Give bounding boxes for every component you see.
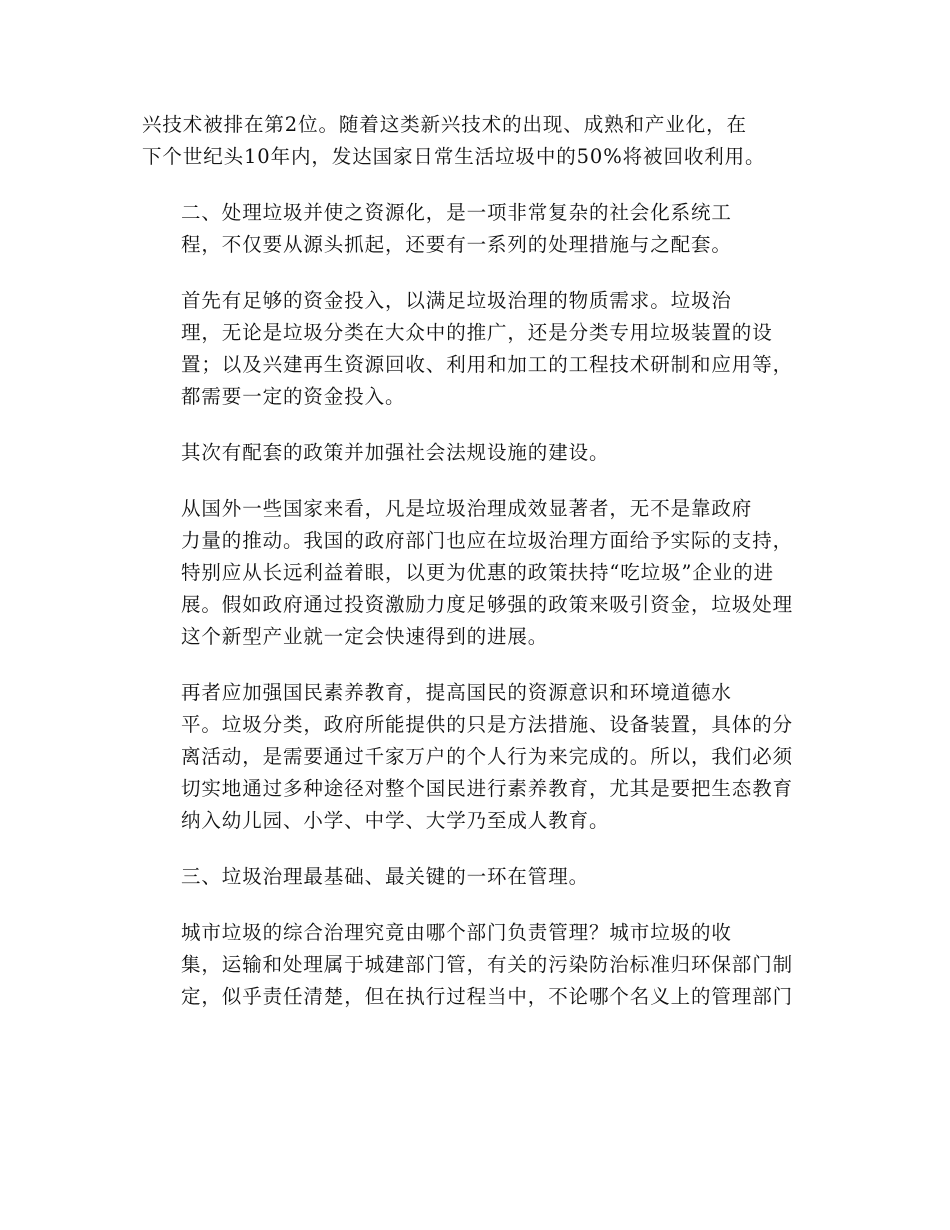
text-line: 都需要一定的资金投入。 <box>181 385 406 408</box>
text-line: 二、处理垃圾并使之资源化，是一项非常复杂的社会化系统工 <box>181 201 732 224</box>
paragraph <box>142 437 804 469</box>
text-line: 其次有配套的政策并加强社会法规设施的建设。 <box>181 441 610 464</box>
text-line: 展。假如政府通过投资激励力度足够强的政策来吸引资金，垃圾处理 <box>181 593 794 616</box>
text-line: 程，不仅要从源头抓起，还要有一系列的处理措施与之配套。 <box>181 233 732 256</box>
text-line: 置；以及兴建再生资源回收、利用和加工的工程技术研制和应用等， <box>181 353 794 376</box>
text-line: 兴技术被排在第2位。随着这类新兴技术的出现、成熟和产业化，在 <box>142 113 747 136</box>
text-line: 特别应从长远利益着眼，以更为优惠的政策扶持“吃垃圾”企业的进 <box>181 561 774 584</box>
text-line: 纳入幼儿园、小学、中学、大学乃至成人教育。 <box>181 809 610 832</box>
text-line: 力量的推动。我国的政府部门也应在垃圾治理方面给予实际的支持， <box>181 529 794 552</box>
paragraph <box>142 917 804 1013</box>
paragraph <box>142 677 804 837</box>
paragraph <box>142 493 804 653</box>
paragraph <box>142 861 804 893</box>
text-line: 定，似乎责任清楚，但在执行过程当中，不论哪个名义上的管理部门 <box>181 985 794 1008</box>
text-line: 下个世纪头10年内，发达国家日常生活垃圾中的50%将被回收利用。 <box>142 145 766 168</box>
text-line: 理，无论是垃圾分类在大众中的推广，还是分类专用垃圾装置的设 <box>181 321 773 344</box>
text-line: 从国外一些国家来看，凡是垃圾治理成效显著者，无不是靠政府 <box>181 497 753 520</box>
text-line: 这个新型产业就一定会快速得到的进展。 <box>181 625 549 648</box>
paragraph <box>142 285 804 413</box>
text-line: 三、垃圾治理最基础、最关键的一环在管理。 <box>181 865 590 888</box>
paragraph <box>142 109 804 173</box>
text-line: 集，运输和处理属于城建部门管，有关的污染防治标准归环保部门制 <box>181 953 794 976</box>
text-line: 城市垃圾的综合治理究竟由哪个部门负责管理？城市垃圾的收 <box>181 921 732 944</box>
text-line: 平。垃圾分类，政府所能提供的只是方法措施、设备装置，具体的分 <box>181 713 794 736</box>
text-line: 离活动，是需要通过千家万户的个人行为来完成的。所以，我们必须 <box>181 745 794 768</box>
document-page <box>142 109 804 1037</box>
text-line: 首先有足够的资金投入，以满足垃圾治理的物质需求。垃圾治 <box>181 289 732 312</box>
text-line: 再者应加强国民素养教育，提高国民的资源意识和环境道德水 <box>181 681 732 704</box>
paragraph <box>142 197 804 261</box>
text-line: 切实地通过多种途径对整个国民进行素养教育，尤其是要把生态教育 <box>181 777 794 800</box>
